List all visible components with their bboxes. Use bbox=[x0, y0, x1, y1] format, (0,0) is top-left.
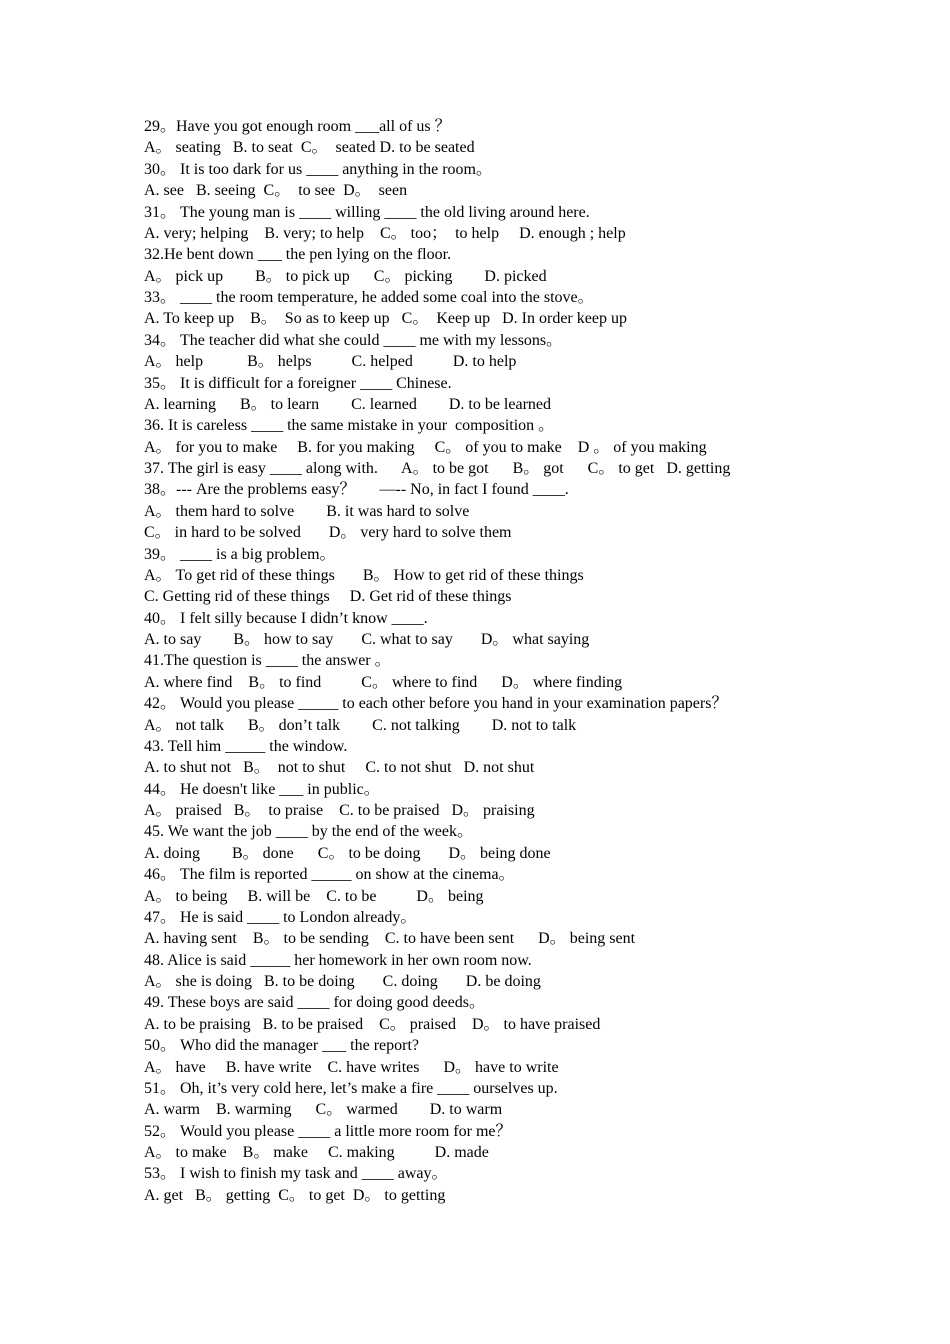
question-36-options: A。 for you to make B. for you making C。 of you to make D 。 of you making bbox=[144, 438, 707, 456]
question-31-options: A. very; helping B. very; to help C。 too； to help D. enough ; help bbox=[144, 224, 626, 242]
question-44-options: A。 praised B。 to praise C. to be praised D。 praising bbox=[144, 802, 535, 819]
question-45-options: A. doing B。 done C。 to be doing D。 being done bbox=[144, 844, 551, 862]
question-48-options: A。 she is doing B. to be doing C. doing D. be doing bbox=[144, 973, 541, 990]
question-32-options: A。 pick up B。 to pick up C。 picking D. picked bbox=[144, 267, 547, 285]
question-29-options: A。 seating B. to seat C。 seated D. to be seated bbox=[144, 139, 475, 157]
question-38-options-ab: A。 them hard to solve B. it was hard to solve bbox=[144, 502, 470, 520]
question-41-stem: 41.The question is ____ the answer 。 bbox=[144, 652, 391, 670]
question-47-stem: 47。 He is said ____ to London already。 bbox=[144, 908, 417, 926]
question-51-options: A. warm B. warming C。 warmed D. to warm bbox=[144, 1101, 503, 1119]
question-34-stem: 34。 The teacher did what she could ____ me with my lessons。 bbox=[144, 331, 563, 349]
question-30-options: A. see B. seeing C。 to see D。 seen bbox=[144, 182, 408, 200]
question-39-options-cd: C. Getting rid of these things D. Get rid of these things bbox=[144, 588, 512, 606]
question-47-options: A. having sent B。 to be sending C. to have been sent D。 being sent bbox=[144, 930, 636, 948]
question-50-options: A。 have B. have write C. have writes D。 have to write bbox=[144, 1058, 559, 1076]
question-42-options: A。 not talk B。 don’t talk C. not talking D. not to talk bbox=[144, 716, 577, 734]
question-43-stem: 43. Tell him _____ the window. bbox=[144, 737, 348, 755]
question-34-options: A。 help B。 helps C. helped D. to help bbox=[144, 353, 517, 371]
question-40-stem: 40。 I felt silly because I didn’t know ____. bbox=[144, 609, 428, 627]
question-52-stem: 52。 Would you please ____ a little more room for me？ bbox=[144, 1122, 512, 1140]
question-40-options: A. to say B。 how to say C. what to say D。 what saying bbox=[144, 631, 590, 648]
question-38-options-cd: C。 in hard to be solved D。 very hard to solve them bbox=[144, 524, 512, 542]
question-50-stem: 50。 Who did the manager ___ the report? bbox=[144, 1037, 420, 1055]
question-49-options: A. to be praising B. to be praised C。 praised D。 to have praised bbox=[144, 1015, 601, 1033]
question-53-stem: 53。 I wish to finish my task and ____ away。 bbox=[144, 1165, 448, 1183]
question-39-stem: 39。 ____ is a big problem。 bbox=[144, 545, 336, 563]
question-42-stem: 42。 Would you please _____ to each other before you hand in your examination papers？ bbox=[144, 695, 728, 713]
question-32-stem: 32.He bent down ___ the pen lying on the floor. bbox=[144, 246, 452, 264]
question-45-stem: 45. We want the job ____ by the end of the week。 bbox=[144, 823, 474, 841]
question-46-stem: 46。 The film is reported _____ on show at the cinema。 bbox=[144, 866, 515, 884]
question-52-options: A。 to make B。 make C. making D. made bbox=[144, 1144, 489, 1161]
question-44-stem: 44。 He doesn't like ___ in public。 bbox=[144, 780, 380, 798]
question-30-stem: 30。 It is too dark for us ____ anything in the room。 bbox=[144, 160, 492, 178]
question-35-options: A. learning B。 to learn C. learned D. to be learned bbox=[144, 395, 552, 413]
question-49-stem: 49. These boys are said ____ for doing good deeds。 bbox=[144, 994, 485, 1012]
question-36-stem: 36. It is careless ____ the same mistake in your composition 。 bbox=[144, 417, 555, 435]
question-37-stem: 37. The girl is easy ____ along with. A。 to be got B。 got C。 to get D. getting bbox=[144, 460, 731, 477]
question-53-options: A. get B。 getting C。 to get D。 to getting bbox=[144, 1186, 446, 1204]
question-43-options: A. to shut not B。 not to shut C. to not shut D. not shut bbox=[144, 759, 535, 777]
question-35-stem: 35。 It is difficult for a foreigner ____ Chinese. bbox=[144, 374, 452, 392]
question-41-options: A. where find B。 to find C。 where to find D。 where finding bbox=[144, 673, 623, 691]
question-31-stem: 31。 The young man is ____ willing ____ the old living around here. bbox=[144, 203, 590, 221]
question-46-options: A。 to being B. will be C. to be D。 being bbox=[144, 887, 484, 905]
question-39-options-ab: A。 To get rid of these things B。 How to get rid of these things bbox=[144, 566, 584, 584]
exercise-page bbox=[144, 116, 924, 1206]
question-51-stem: 51。 Oh, it’s very cold here, let’s make a fire ____ ourselves up. bbox=[144, 1079, 558, 1097]
question-33-options: A. To keep up B。 So as to keep up C。 Keep up D. In order keep up bbox=[144, 310, 627, 328]
question-48-stem: 48. Alice is said _____ her homework in her own room now. bbox=[144, 951, 532, 969]
question-33-stem: 33。 ____ the room temperature, he added some coal into the stove。 bbox=[144, 289, 594, 306]
question-29-stem: 29。Have you got enough room ___all of us ？ bbox=[144, 118, 451, 135]
question-38-stem: 38。--- Are the problems easy？ —-- No, in fact I found ____. bbox=[144, 481, 569, 499]
